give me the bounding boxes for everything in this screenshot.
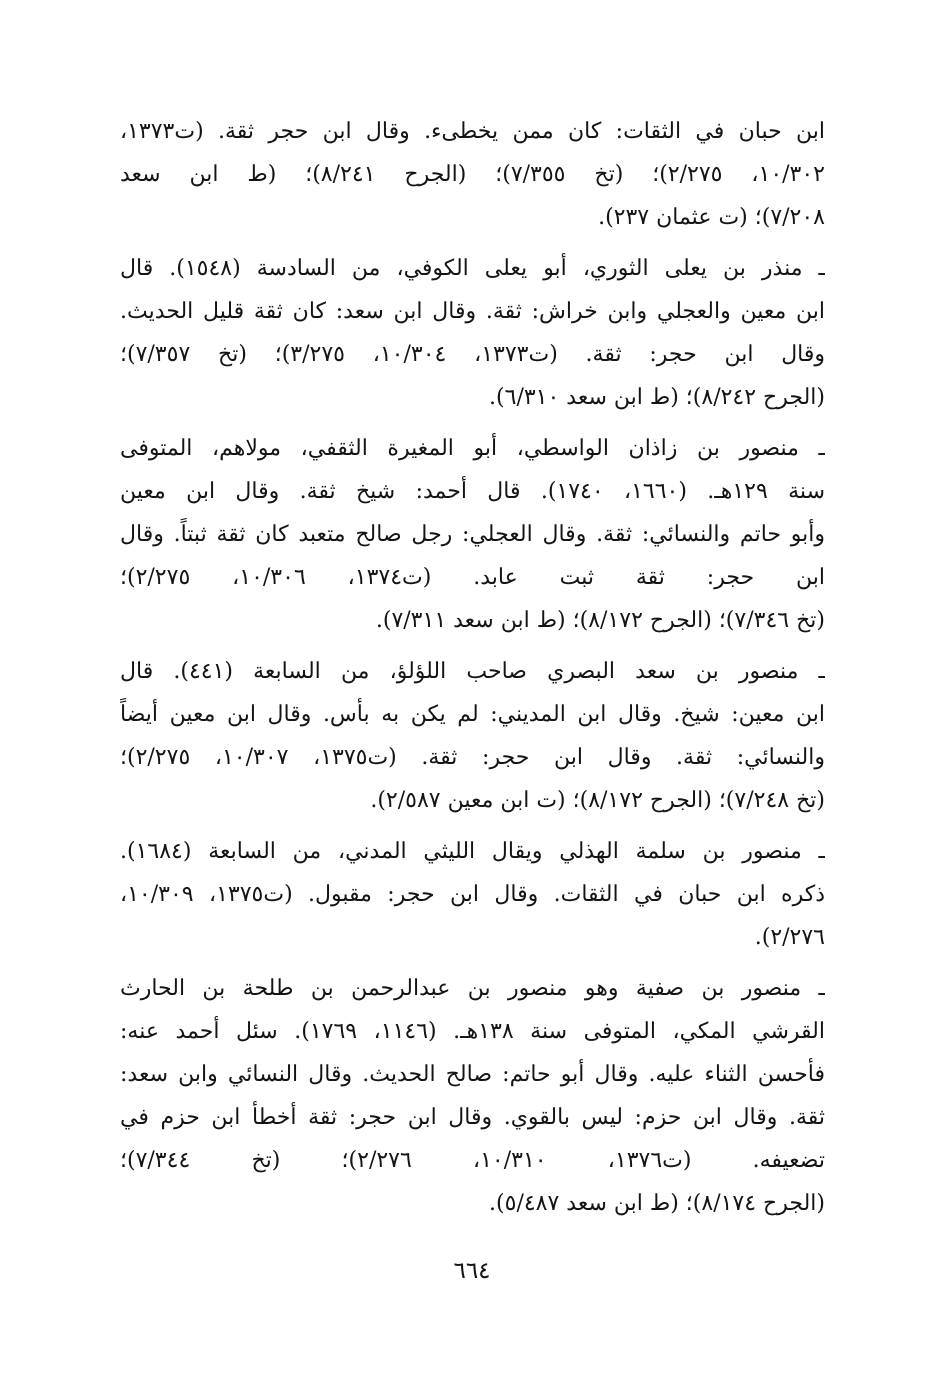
- text-line: ذكره ابن حبان في الثقات. وقال ابن حجر: مقبول. (ت١٣٧٥، ١٠/٣٠٩،: [120, 882, 825, 907]
- text-line: (تخ ٧/٢٤٨)؛ (الجرح ٨/١٧٢)؛ (ت ابن معين ٢/٥٨٧).: [370, 788, 825, 813]
- text-line: ـ منصور بن صفية وهو منصور بن عبدالرحمن بن طلحة بن الحارث: [120, 976, 825, 1001]
- text-line: ثقة. وقال ابن حزم: ليس بالقوي. وقال ابن حجر: ثقة أخطأ ابن حزم في: [120, 1105, 825, 1130]
- text-line: (الجرح ٨/٢٤٢)؛ (ط ابن سعد ٦/٣١٠).: [489, 385, 825, 410]
- text-line: وقال ابن حجر: ثقة. (ت١٣٧٣، ١٠/٣٠٤، ٣/٢٧٥)؛ (تخ ٧/٣٥٧)؛: [120, 342, 825, 367]
- page-number: ٦٦٤: [453, 1258, 491, 1284]
- text-line: وأبو حاتم والنسائي: ثقة. وقال العجلي: رجل صالح متعبد كان ثقة ثبتاً. وقال: [120, 522, 825, 547]
- text-line: سنة ١٢٩هـ. (١٦٦٠، ١٧٤٠). قال أحمد: شيخ ثقة. وقال ابن معين: [120, 479, 825, 504]
- text-line: والنسائي: ثقة. وقال ابن حجر: ثقة. (ت١٣٧٥، ١٠/٣٠٧، ٢/٢٧٥)؛: [120, 745, 825, 770]
- text-line: ١٠/٣٠٢، ٢/٢٧٥)؛ (تخ ٧/٣٥٥)؛ (الجرح ٨/٢٤١)؛ (ط ابن سعد: [120, 162, 825, 187]
- text-line: (تخ ٧/٣٤٦)؛ (الجرح ٨/١٧٢)؛ (ط ابن سعد ٧/٣١١).: [375, 608, 825, 633]
- entry-1: [120, 110, 825, 239]
- text-line: ٢/٢٧٦).: [754, 925, 825, 950]
- text-line: ابن حبان في الثقات: كان ممن يخطىء. وقال ابن حجر ثقة. (ت١٣٧٣،: [120, 119, 825, 144]
- entry-6: [120, 967, 825, 1225]
- text-line: ـ منصور بن زاذان الواسطي، أبو المغيرة الثقفي، مولاهم، المتوفى: [120, 436, 825, 461]
- entry-2: [120, 247, 825, 419]
- text-line: القرشي المكي، المتوفى سنة ١٣٨هـ. (١١٤٦، ١٧٦٩). سئل أحمد عنه:: [120, 1019, 825, 1044]
- text-line: فأحسن الثناء عليه. وقال أبو حاتم: صالح الحديث. وقال النسائي وابن سعد:: [120, 1062, 825, 1087]
- text-line: ابن معين: شيخ. وقال ابن المديني: لم يكن به بأس. وقال ابن معين أيضاً: [120, 702, 825, 727]
- text-line: ٧/٢٠٨)؛ (ت عثمان ٢٣٧).: [598, 205, 825, 230]
- entry-5: [120, 830, 825, 959]
- entry-3: [120, 427, 825, 642]
- text-line: ـ منصور بن سعد البصري صاحب اللؤلؤ، من السابعة (٤٤١). قال: [120, 659, 825, 684]
- text-line: تضعيفه. (ت١٣٧٦، ١٠/٣١٠، ٢/٢٧٦)؛ (تخ ٧/٣٤٤)؛: [120, 1148, 825, 1173]
- entry-4: [120, 650, 825, 822]
- text-line: ـ منذر بن يعلى الثوري، أبو يعلى الكوفي، من السادسة (١٥٤٨). قال: [120, 256, 825, 281]
- text-line: ابن حجر: ثقة ثبت عابد. (ت١٣٧٤، ١٠/٣٠٦، ٢/٢٧٥)؛: [120, 565, 825, 590]
- text-line: (الجرح ٨/١٧٤)؛ (ط ابن سعد ٥/٤٨٧).: [489, 1191, 825, 1216]
- page-body: [120, 110, 825, 1233]
- text-line: ـ منصور بن سلمة الهذلي ويقال الليثي المدني، من السابعة (١٦٨٤).: [120, 839, 825, 864]
- text-line: ابن معين والعجلي وابن خراش: ثقة. وقال ابن سعد: كان ثقة قليل الحديث.: [120, 299, 825, 324]
